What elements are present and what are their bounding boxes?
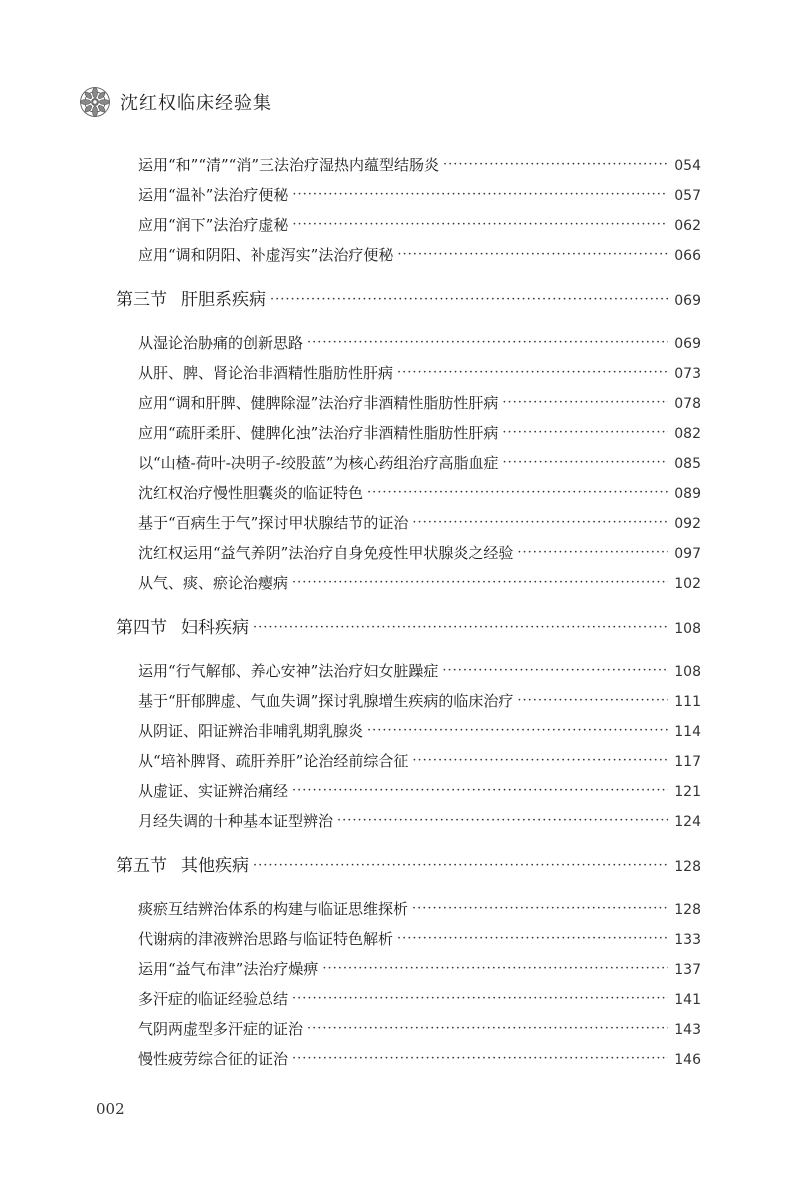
toc-entry-title: 沈红权治疗慢性胆囊炎的临证特色 xyxy=(138,484,364,502)
toc-entry-page-number: 117 xyxy=(674,754,701,770)
toc-entry[interactable] xyxy=(138,572,701,594)
toc-entry[interactable] xyxy=(138,214,701,236)
toc-entry-title: 从湿论治胁痛的创新思路 xyxy=(138,334,304,352)
dot-leader xyxy=(502,392,668,414)
dot-leader xyxy=(270,288,668,312)
dot-leader xyxy=(367,482,668,504)
toc-entry-page-number: 054 xyxy=(674,158,701,174)
dot-leader xyxy=(307,1018,668,1040)
toc-entry-title: 从气、痰、瘀论治瘿病 xyxy=(138,574,289,592)
toc-entry[interactable] xyxy=(138,988,701,1010)
toc-entry-page-number: 092 xyxy=(674,516,701,532)
dot-leader xyxy=(292,780,668,802)
dot-leader xyxy=(442,660,668,682)
section-title: 肝胆系疾病 xyxy=(181,290,266,310)
toc-entry-title: 月经失调的十种基本证型辨治 xyxy=(138,812,334,830)
toc-entry-page-number: 078 xyxy=(674,396,701,412)
toc-entry-title: 基于“肝郁脾虚、气血失调”探讨乳腺增生疾病的临床治疗 xyxy=(138,692,514,710)
toc-entry-title: 应用“调和阴阳、补虚泻实”法治疗便秘 xyxy=(138,246,394,264)
toc-entry[interactable] xyxy=(138,810,701,832)
toc-entry[interactable] xyxy=(138,958,701,980)
section-title: 妇科疾病 xyxy=(181,618,249,638)
dot-leader xyxy=(397,362,668,384)
book-title: 沈红权临床经验集 xyxy=(120,93,272,114)
toc-entry-page-number: 108 xyxy=(674,664,701,680)
dot-leader xyxy=(292,1048,668,1070)
dot-leader xyxy=(307,332,668,354)
toc-entry[interactable] xyxy=(138,512,701,534)
toc-entry[interactable] xyxy=(138,154,701,176)
toc-entry-title: 代谢病的津液辨治思路与临证特色解析 xyxy=(138,930,394,948)
section-page-number: 128 xyxy=(674,859,701,875)
toc-entry-title: 从肝、脾、肾论治非酒精性脂肪性肝病 xyxy=(138,364,394,382)
toc-entry-title: 应用“调和肝脾、健脾除湿”法治疗非酒精性脂肪性肝病 xyxy=(138,394,499,412)
toc-entry-title: 气阴两虚型多汗症的证治 xyxy=(138,1020,304,1038)
toc-entry-title: 痰瘀互结辨治体系的构建与临证思维探析 xyxy=(138,900,409,918)
toc-entry-title: 以“山楂-荷叶-决明子-绞股蓝”为核心药组治疗高脂血症 xyxy=(138,454,499,472)
toc-entry-page-number: 069 xyxy=(674,336,701,352)
dot-leader xyxy=(322,958,668,980)
toc-entry-page-number: 097 xyxy=(674,546,701,562)
dot-leader xyxy=(367,720,668,742)
toc-entry-page-number: 133 xyxy=(674,932,701,948)
dot-leader xyxy=(253,854,668,878)
dot-leader xyxy=(337,810,668,832)
toc-entry-page-number: 114 xyxy=(674,724,701,740)
toc-section-heading[interactable] xyxy=(116,616,701,640)
toc-entry[interactable] xyxy=(138,392,701,414)
dot-leader xyxy=(443,154,668,176)
toc-entry-title: 运用“和”“清”“消”三法治疗湿热内蕴型结肠炎 xyxy=(138,156,440,174)
toc-entry-page-number: 128 xyxy=(674,902,701,918)
dot-leader xyxy=(292,214,668,236)
dot-leader xyxy=(397,928,668,950)
toc-section-heading[interactable] xyxy=(116,854,701,878)
dot-leader xyxy=(253,616,668,640)
toc-entry[interactable] xyxy=(138,780,701,802)
toc-entry-page-number: 089 xyxy=(674,486,701,502)
toc-entry[interactable] xyxy=(138,720,701,742)
toc-entry-page-number: 137 xyxy=(674,962,701,978)
toc-entry-title: 从“培补脾肾、疏肝养肝”论治经前综合征 xyxy=(138,752,409,770)
floral-mandala-icon xyxy=(78,85,112,119)
dot-leader xyxy=(503,452,669,474)
section-number: 第五节 xyxy=(116,856,167,876)
toc-entry-title: 运用“温补”法治疗便秘 xyxy=(138,186,289,204)
toc-entry-title: 慢性疲劳综合征的证治 xyxy=(138,1050,289,1068)
toc-section-heading[interactable] xyxy=(116,288,701,312)
toc-entry-page-number: 124 xyxy=(674,814,701,830)
toc-entry-title: 从虚证、实证辨治痛经 xyxy=(138,782,289,800)
toc-entry-page-number: 121 xyxy=(674,784,701,800)
dot-leader xyxy=(517,542,668,564)
toc-entry[interactable] xyxy=(138,898,701,920)
dot-leader xyxy=(412,898,668,920)
toc-entry-page-number: 073 xyxy=(674,366,701,382)
toc-entry-title: 运用“行气解郁、养心安神”法治疗妇女脏躁症 xyxy=(138,662,439,680)
toc-entry[interactable] xyxy=(138,542,701,564)
toc-entry[interactable] xyxy=(138,362,701,384)
toc-entry-title: 运用“益气布津”法治疗燥痹 xyxy=(138,960,319,978)
toc-entry[interactable] xyxy=(138,1048,701,1070)
toc-entry[interactable] xyxy=(138,928,701,950)
toc-entry-title: 应用“疏肝柔肝、健脾化浊”法治疗非酒精性脂肪性肝病 xyxy=(138,424,499,442)
toc-entry[interactable] xyxy=(138,482,701,504)
toc-entry[interactable] xyxy=(138,750,701,772)
toc-entry-page-number: 057 xyxy=(674,188,701,204)
page-number: 002 xyxy=(96,1100,125,1118)
toc-entry-page-number: 085 xyxy=(674,456,701,472)
dot-leader xyxy=(502,422,668,444)
toc-entry-title: 从阴证、阳证辨治非哺乳期乳腺炎 xyxy=(138,722,364,740)
toc-entry[interactable] xyxy=(138,660,701,682)
toc-entry[interactable] xyxy=(138,244,701,266)
toc-entry-title: 应用“润下”法治疗虚秘 xyxy=(138,216,289,234)
toc-entry-page-number: 111 xyxy=(674,694,701,710)
section-number: 第四节 xyxy=(116,618,167,638)
toc-entry[interactable] xyxy=(138,422,701,444)
toc-entry[interactable] xyxy=(138,452,701,474)
section-page-number: 069 xyxy=(674,293,701,309)
dot-leader xyxy=(397,244,668,266)
toc-entry-page-number: 141 xyxy=(674,992,701,1008)
section-title: 其他疾病 xyxy=(181,856,249,876)
toc-entry[interactable] xyxy=(138,184,701,206)
section-page-number: 108 xyxy=(674,621,701,637)
running-header xyxy=(78,84,272,120)
section-number: 第三节 xyxy=(116,290,167,310)
toc-entry-page-number: 143 xyxy=(674,1022,701,1038)
toc-entry[interactable] xyxy=(138,1018,701,1040)
toc-entry-page-number: 066 xyxy=(674,248,701,264)
toc-entry-page-number: 082 xyxy=(674,426,701,442)
toc-entry[interactable] xyxy=(138,690,701,712)
toc-entry-page-number: 102 xyxy=(674,576,701,592)
toc-entry-title: 沈红权运用“益气养阴”法治疗自身免疫性甲状腺炎之经验 xyxy=(138,544,514,562)
dot-leader xyxy=(292,988,668,1010)
dot-leader xyxy=(517,690,668,712)
dot-leader xyxy=(412,512,668,534)
dot-leader xyxy=(292,572,668,594)
dot-leader xyxy=(292,184,668,206)
dot-leader xyxy=(412,750,668,772)
toc-entry-page-number: 146 xyxy=(674,1052,701,1068)
toc-entry-page-number: 062 xyxy=(674,218,701,234)
toc-entry-title: 多汗症的临证经验总结 xyxy=(138,990,289,1008)
toc-entry[interactable] xyxy=(138,332,701,354)
toc-entry-title: 基于“百病生于气”探讨甲状腺结节的证治 xyxy=(138,514,409,532)
